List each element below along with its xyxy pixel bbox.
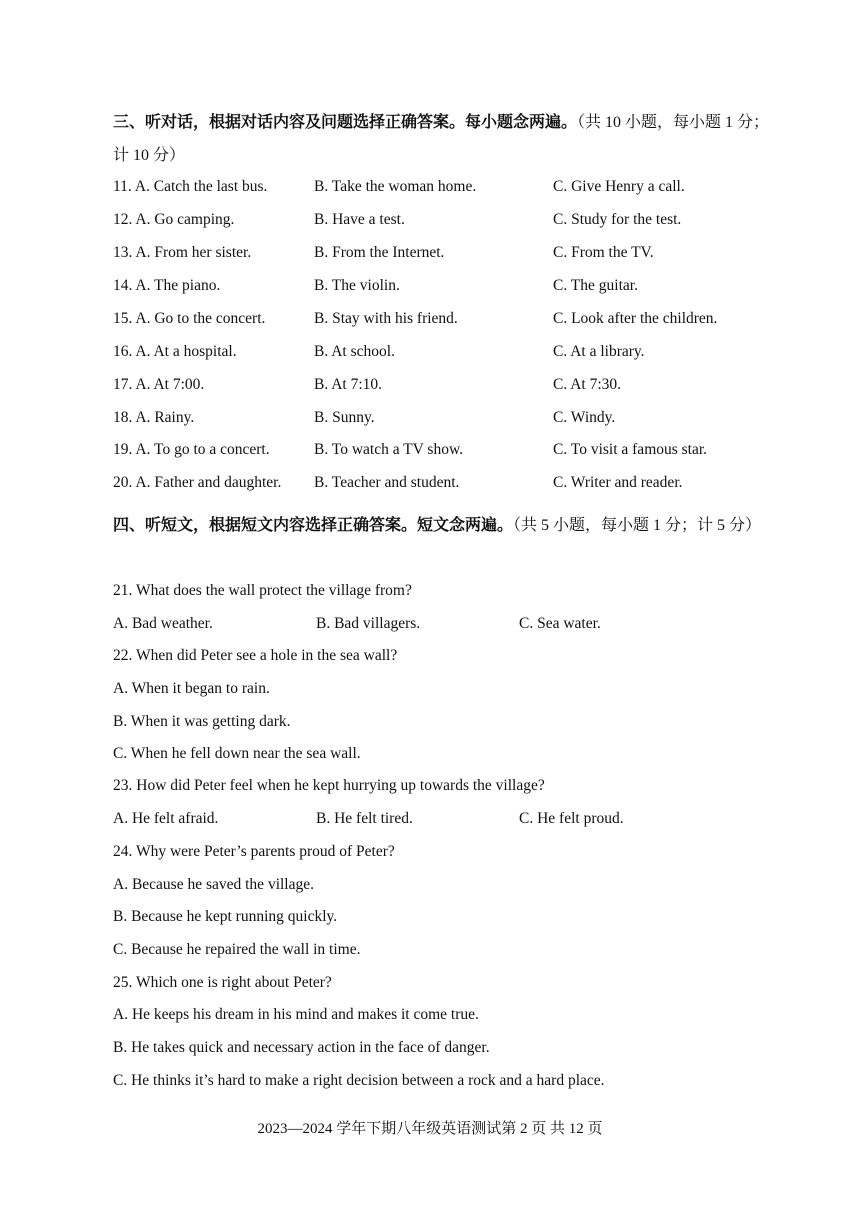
section-4-heading	[113, 509, 773, 542]
option-b: B. Stay with his friend.	[314, 310, 458, 327]
option-b: B. Take the woman home.	[314, 178, 477, 195]
option-c: C. From the TV.	[553, 244, 654, 261]
question-22-option-c: C. When he fell down near the sea wall.	[113, 745, 361, 762]
question-21-options	[113, 615, 773, 637]
option-b: B. Teacher and student.	[314, 474, 460, 491]
option-c: C. To visit a famous star.	[553, 441, 708, 458]
question-23-text: 23. How did Peter feel when he kept hurrying up towards the village?	[113, 777, 545, 794]
option-c: C. He felt proud.	[519, 810, 624, 827]
option-b: B. At school.	[314, 343, 395, 360]
option-a: 19. A. To go to a concert.	[113, 441, 270, 458]
option-b: B. He felt tired.	[316, 810, 413, 827]
section-4-heading-note: （共 5 小题，每小题 1 分；计 5 分）	[513, 517, 762, 534]
option-c: C. Give Henry a call.	[553, 178, 685, 195]
option-a: A. Bad weather.	[113, 615, 213, 632]
option-b: B. From the Internet.	[314, 244, 445, 261]
question-25-option-c: C. He thinks it’s hard to make a right decision between a rock and a hard place.	[113, 1072, 605, 1089]
option-a: 18. A. Rainy.	[113, 409, 195, 426]
option-a: 12. A. Go camping.	[113, 211, 235, 228]
question-24-option-c: C. Because he repaired the wall in time.	[113, 941, 361, 958]
option-c: C. Study for the test.	[553, 211, 682, 228]
question-24-option-a: A. Because he saved the village.	[113, 876, 314, 893]
question-22-option-a: A. When it began to rain.	[113, 680, 270, 697]
question-21-text: 21. What does the wall protect the village from?	[113, 582, 412, 599]
option-a: 15. A. Go to the concert.	[113, 310, 266, 327]
option-b: B. Have a test.	[314, 211, 405, 228]
option-c: C. The guitar.	[553, 277, 638, 294]
option-a: 14. A. The piano.	[113, 277, 221, 294]
page-footer: 2023—2024 学年下期八年级英语测试第 2 页 共 12 页	[257, 1121, 603, 1137]
option-b: B. At 7:10.	[314, 376, 383, 393]
question-25-text: 25. Which one is right about Peter?	[113, 974, 332, 991]
option-b: B. The violin.	[314, 277, 400, 294]
section-3-heading-note: （共 10 小题，每小题 1 分；计 10 分）	[113, 114, 770, 164]
question-22-option-b: B. When it was getting dark.	[113, 713, 291, 730]
option-c: C. Windy.	[553, 409, 616, 426]
option-b: B. Bad villagers.	[316, 615, 421, 632]
option-a: A. He felt afraid.	[113, 810, 219, 827]
section-3-heading	[113, 106, 773, 172]
option-a: 16. A. At a hospital.	[113, 343, 237, 360]
option-a: 11. A. Catch the last bus.	[113, 178, 268, 195]
question-24-text: 24. Why were Peter’s parents proud of Peter?	[113, 843, 395, 860]
option-c: C. Sea water.	[519, 615, 601, 632]
question-22-text: 22. When did Peter see a hole in the sea wall?	[113, 647, 398, 664]
option-c: C. At a library.	[553, 343, 645, 360]
question-25-option-a: A. He keeps his dream in his mind and makes it come true.	[113, 1006, 479, 1023]
option-c: C. At 7:30.	[553, 376, 622, 393]
option-a: 13. A. From her sister.	[113, 244, 252, 261]
question-23-options	[113, 810, 773, 832]
section-3-heading-bold: 三、听对话，根据对话内容及问题选择正确答案。每小题念两遍。	[113, 114, 578, 131]
option-a: 17. A. At 7:00.	[113, 376, 205, 393]
question-25-option-b: B. He takes quick and necessary action in the face of danger.	[113, 1039, 490, 1056]
option-a: 20. A. Father and daughter.	[113, 474, 282, 491]
question-24-option-b: B. Because he kept running quickly.	[113, 908, 338, 925]
option-b: B. Sunny.	[314, 409, 375, 426]
section-4-heading-bold: 四、听短文，根据短文内容选择正确答案。短文念两遍。	[113, 517, 514, 534]
option-b: B. To watch a TV show.	[314, 441, 464, 458]
option-c: C. Look after the children.	[553, 310, 718, 327]
option-c: C. Writer and reader.	[553, 474, 683, 491]
